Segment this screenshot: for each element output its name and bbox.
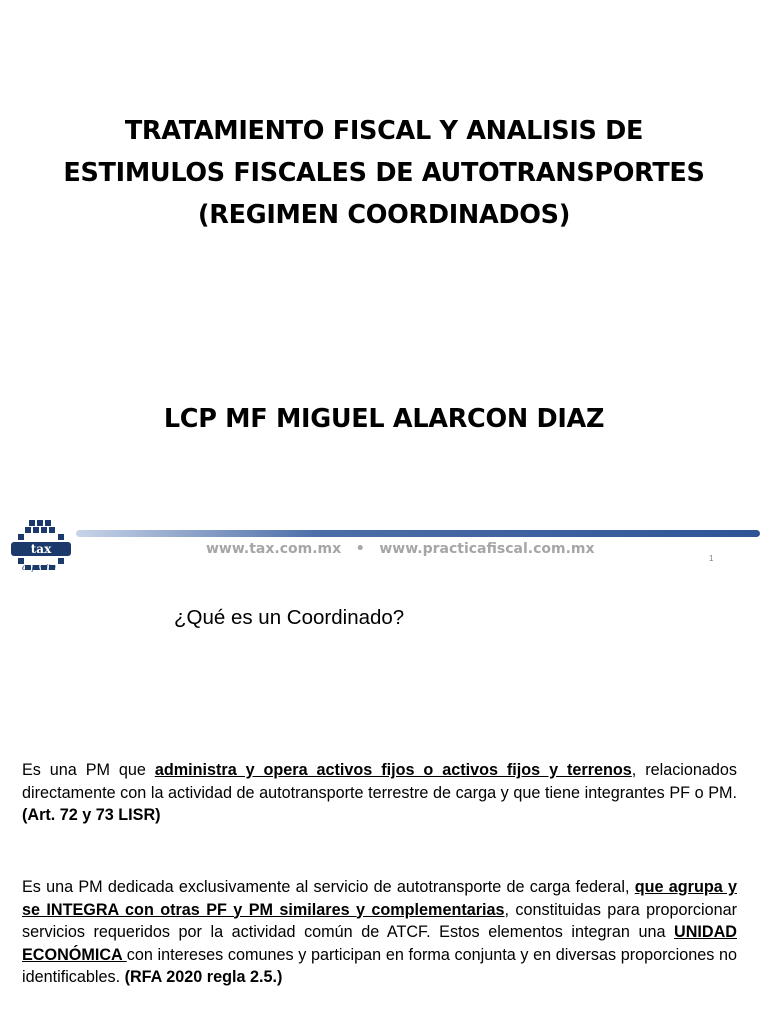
footer-urls xyxy=(206,541,595,557)
logo-caption: capacita xyxy=(22,563,57,572)
legal-reference: (Art. 72 y 73 LISR) xyxy=(22,806,161,824)
paragraph-definition-2: Es una PM dedicada exclusivamente al servicio de autotransporte de carga federal, que agrupa y se INTEGRA con otras PF y PM similares y complementarias, constituidas para proporcionar servicios requeridos por la actividad común de ATCF. Estos elementos integran una UNIDAD ECONÓMICA con intereses comunes y participan en forma conjunta y en diversas proporciones no identificables. (RFA 2020 regla 2.5.) xyxy=(22,878,737,986)
footer-separator: • xyxy=(355,541,365,557)
page-number: 1 xyxy=(709,554,714,563)
footer-link-practicafiscal[interactable]: www.practicafiscal.com.mx xyxy=(379,541,595,557)
author-name: LCP MF MIGUEL ALARCON DIAZ xyxy=(163,404,605,434)
logo-text: tax xyxy=(30,542,52,556)
divider-bar xyxy=(76,530,760,537)
paragraph-definition-1: Es una PM que administra y opera activos fijos o activos fijos y terrenos, relacionados directamente con la actividad de autotransporte terrestre de carga y que tiene integrantes PF o PM. (Art. 72 y 73 LISR) xyxy=(22,761,737,824)
emphasis-underlined: administra y opera activos fijos o activos fijos y terrenos xyxy=(154,761,632,779)
section-title: ¿Qué es un Coordinado? xyxy=(174,606,405,629)
footer-link-tax[interactable]: www.tax.com.mx xyxy=(206,541,342,557)
emphasis-underlined: que agrupa y se INTEGRA con otras PF y PM similares y complementarias xyxy=(22,878,737,919)
slide-title xyxy=(20,110,748,236)
legal-reference: (RFA 2020 regla 2.5.) xyxy=(124,968,283,986)
slide-title-line: TRATAMIENTO FISCAL Y ANALISIS DE xyxy=(124,116,644,146)
slide-title-line: ESTIMULOS FISCALES DE AUTOTRANSPORTES xyxy=(63,158,705,188)
slide-title-line: (REGIMEN COORDINADOS) xyxy=(197,200,571,230)
emphasis-underlined: UNIDAD ECONÓMICA xyxy=(22,923,737,964)
